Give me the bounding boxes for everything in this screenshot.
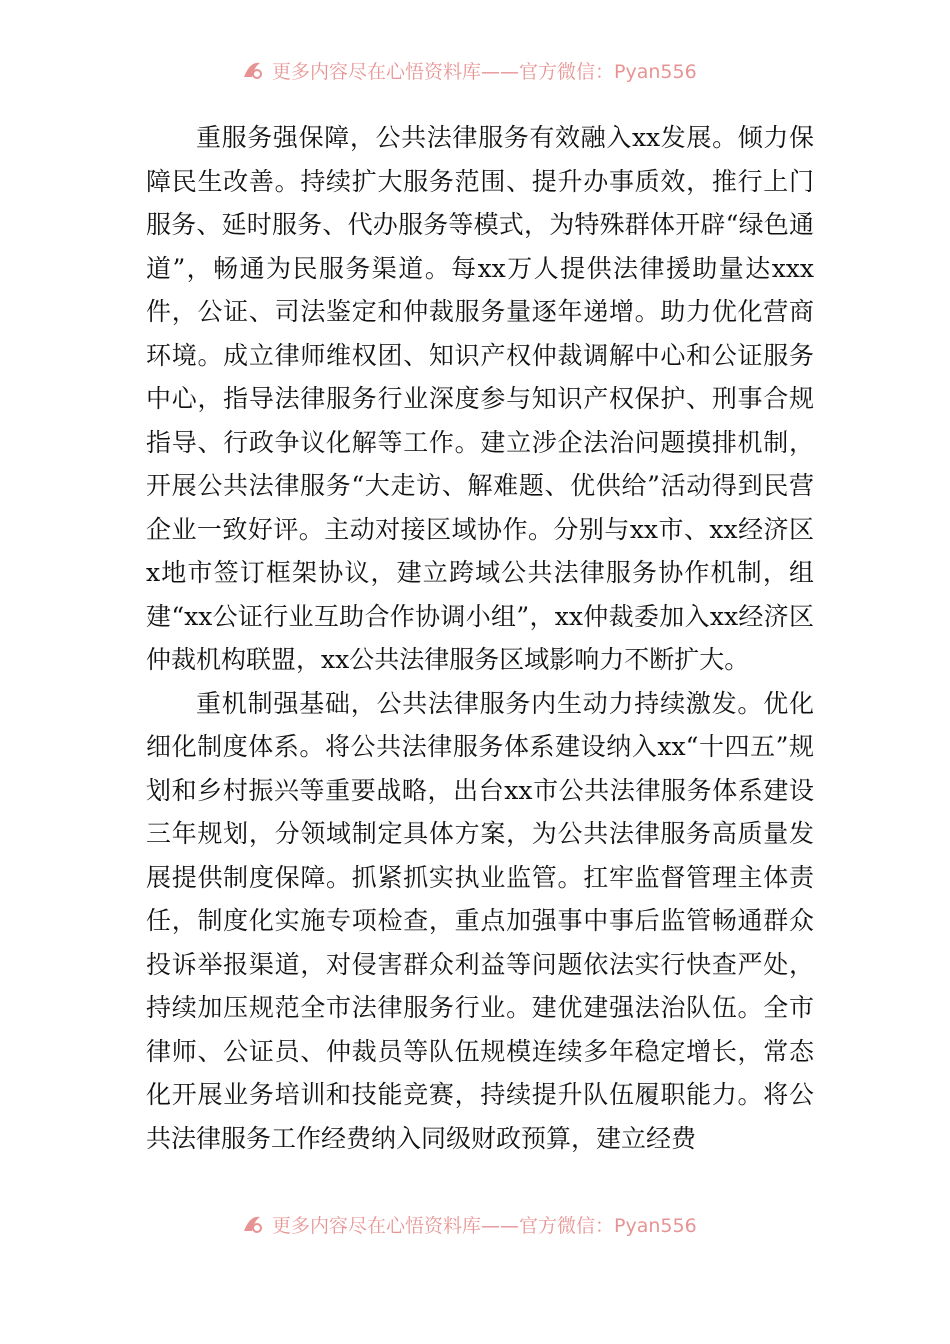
document-body [146,116,814,1160]
logo-icon [240,1211,266,1237]
paragraph: 重机制强基础，公共法律服务内生动力持续激发。优化细化制度体系。将公共法律服务体系建设纳入xx“十四五”规划和乡村振兴等重要战略，出台xx市公共法律服务体系建设三年规划，分领域制定具体方案，为公共法律服务高质量发展提供制度保障。抓紧抓实执业监管。扛牢监督管理主体责任，制度化实施专项检查，重点加强事中事后监管畅通群众投诉举报渠道，对侵害群众利益等问题依法实行快查严处，持续加压规范全市法律服务行业。建优建强法治队伍。全市律师、公证员、仲裁员等队伍规模连续多年稳定增长，常态化开展业务培训和技能竞赛，持续提升队伍履职能力。将公共法律服务工作经费纳入同级财政预算，建立经费 [146,688,814,1153]
watermark-text: 更多内容尽在心悟资料库——官方微信：Pyan556 [272,1214,697,1237]
header-watermark [240,56,740,84]
footer-watermark [240,1210,740,1238]
paragraph: 重服务强保障，公共法律服务有效融入xx发展。倾力保障民生改善。持续扩大服务范围、提升办事质效，推行上门服务、延时服务、代办服务等模式，为特殊群体开辟“绿色通道”，畅通为民服务渠道。每xx万人提供法律援助量达xxx件，公证、司法鉴定和仲裁服务量逐年递增。助力优化营商环境。成立律师维权团、知识产权仲裁调解中心和公证服务中心，指导法律服务行业深度参与知识产权保护、刑事合规指导、行政争议化解等工作。建立涉企法治问题摸排机制，开展公共法律服务“大走访、解难题、优供给”活动得到民营企业一致好评。主动对接区域协作。分别与xx市、xx经济区x地市签订框架协议，建立跨域公共法律服务协作机制，组建“xx公证行业互助合作协调小组”，xx仲裁委加入xx经济区仲裁机构联盟，xx公共法律服务区域影响力不断扩大。 [146,123,814,674]
watermark-text: 更多内容尽在心悟资料库——官方微信：Pyan556 [272,60,697,83]
logo-icon [240,57,266,83]
